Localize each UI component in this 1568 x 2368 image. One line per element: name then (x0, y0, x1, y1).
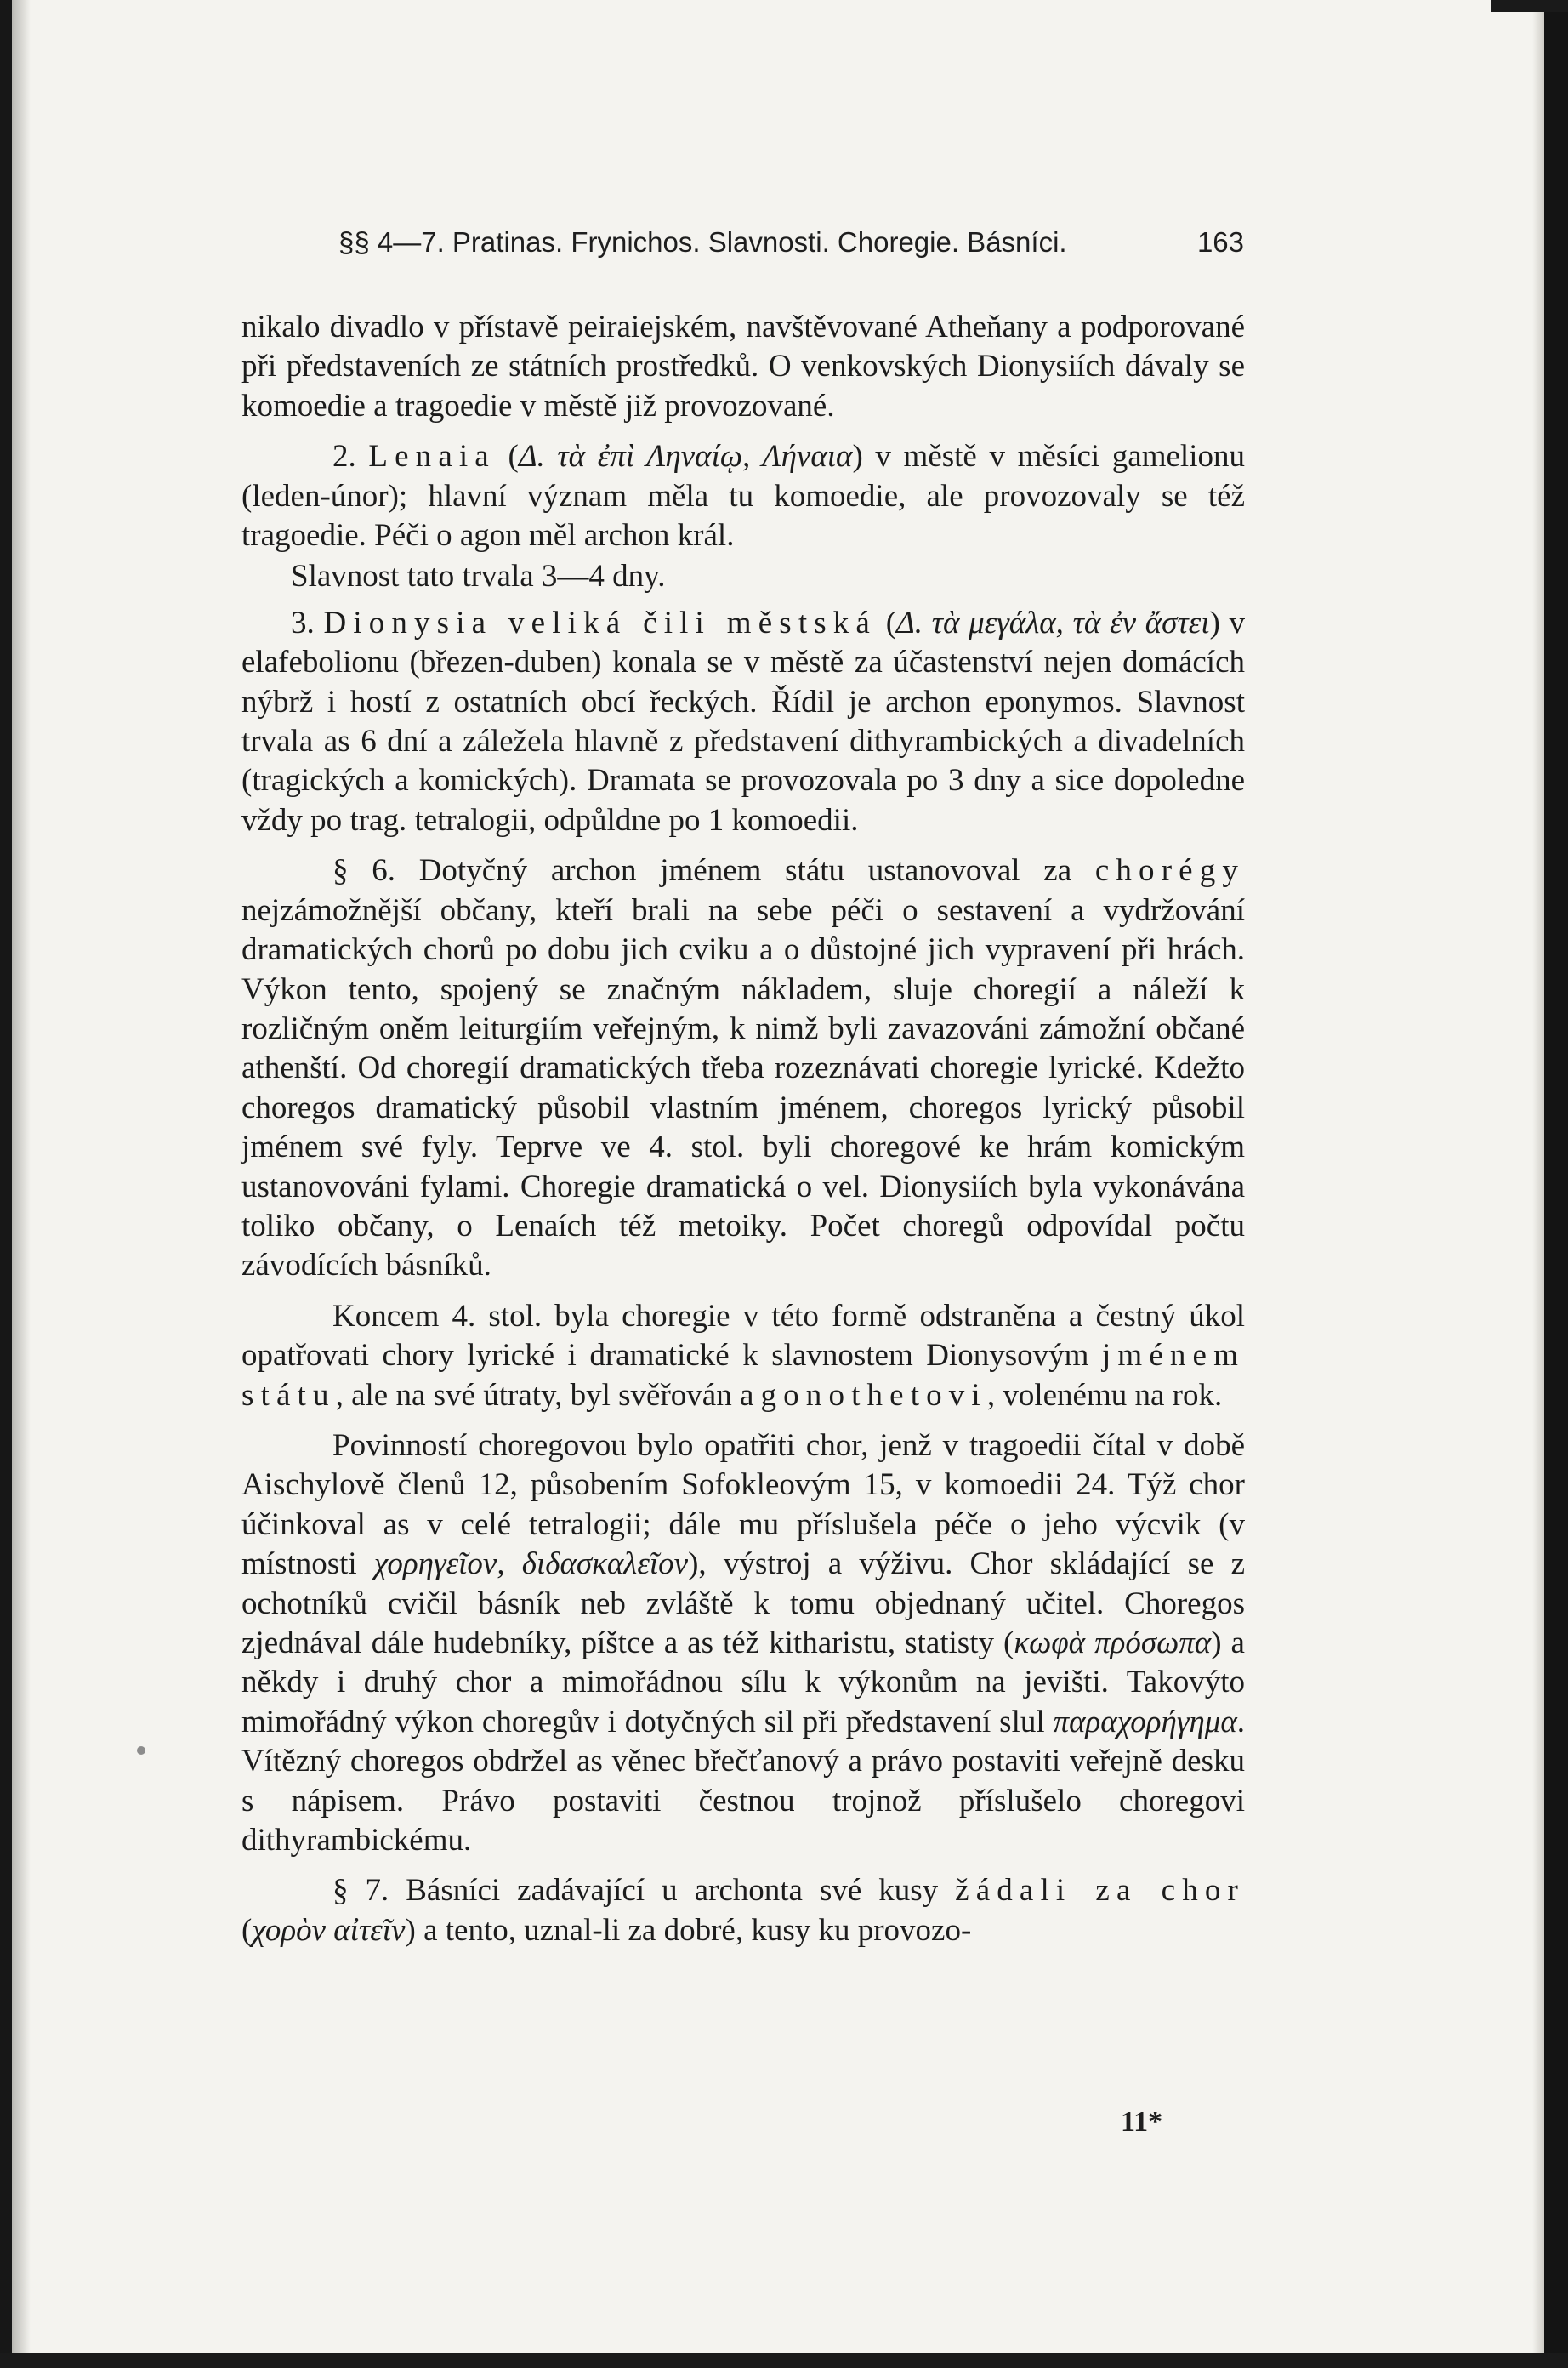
paragraph-dionysia: 3. Dionysia veliká čili městská (Δ. τὰ μεγάλα, τὰ ἐν ἄστει) v elafebolionu (březen-duben) konala se v městě za účastenství nejen domácích nýbrž i hostí z ostatních obcí řeckých. Řídil je archon eponymos. Slavnost trvala as 6 dní a záležela hlavně z představení dithyrambických a divadelních (tragických a komických). Dramata se provozovala po 3 dny a sice dopoledne vždy po trag. tetralogii, odpůldne po 1 komoedii. (241, 605, 1246, 838)
paragraph-section-6: § 6. Dotyčný archon jménem státu ustanovoval za chorégy nejzámožnější občany, kteří brali na sebe péči o sestavení a vydržování dramatických chorů po dobu jich cviku a o důstojné jich vypravení při hrách. Výkon tento, spojený se značným nákladem, sluje choregií a náleží k rozličným oněm leiturgiím veřejným, k nimž byli zavazováni zámožní občané athenští. Od choregií dramatických třeba rozeznávati choregie lyrické. Kdežto choregos dramatický působil vlastním jménem, choregos lyrický působil jménem své fyly. Teprve ve 4. stol. byli choregové ke hrám komickým ustanovováni fylami. Choregie dramatická o vel. Dionysiích byla vykonávána toliko občany, o Lenaích též metoiky. Počet choregů odpovídal počtu závodících básníků. (241, 853, 1246, 1284)
scan-border-top-corner (1491, 0, 1568, 12)
page-gutter-shadow (12, 0, 31, 2368)
paragraph-choregos-duties: Povinností choregovou bylo opatřiti chor, jenž v tragoedii čítal v době Aischylově členů 12, působením Sofokleovým 15, v komoedii 24. Týž chor účinkoval as v celé tetralogii; dále mu příslušela péče o jeho výcvik (v místnosti χορηγεῖον, διδασκαλεῖον), výstroj a výživu. Chor skládající se z ochotníků cvičil básník neb zvláště k tomu objednaný učitel. Choregos zjednával dále hudebníky, píštce a as též kitharistu, statisty (κωφὰ πρόσωπα) a někdy i druhý chor a mimořádnou sílu k výkonům na jevišti. Takovýto mimořádný výkon choregův i dotyčných sil při představení slul παραχορήγημα. Vítězný choregos obdržel as věnec břečťanový a právo postaviti veřejně desku s nápisem. Právo postaviti čestnou trojnož příslušelo choregovi dithyrambickému. (241, 1427, 1246, 1859)
greek-phrase: χορὸν αἰτεῖν (252, 1912, 406, 1948)
greek-phrase: παραχορήγημα (1053, 1704, 1237, 1739)
running-head-title: §§ 4—7. Pratinas. Frynichos. Slavnosti. Choregie. Básníci. (338, 226, 1067, 258)
body-text (241, 308, 1245, 1961)
spaced-term: chorégy (1094, 853, 1246, 889)
greek-phrase: κωφὰ πρόσωπα (1014, 1625, 1212, 1660)
festival-name-lenaia: Lenaia (368, 439, 496, 475)
item-number: 2. (332, 439, 356, 475)
page-edge-shadow (1532, 0, 1544, 2368)
spaced-term: agonothetovi (739, 1377, 987, 1413)
scan-border-right (1544, 0, 1568, 2368)
scan-border-bottom (0, 2353, 1568, 2368)
paragraph-lenaia-duration: Slavnost tato trvala 3—4 dny. (291, 559, 666, 595)
greek-phrase: χορηγεῖον, διδασκαλεῖον (373, 1546, 689, 1582)
item-number: 3. (291, 605, 315, 640)
paragraph-piraeus: nikalo divadlo v přístavě peiraiejském, navštěvované Atheňany a podporované při představeních ze státních prostředků. O venkovských Dionysiích dávaly se komoedie a tragoedie v městě již provozované. (241, 310, 1245, 424)
scan-border-left (0, 0, 12, 2368)
festival-name-dionysia: Dionysia veliká čili městská (323, 605, 877, 640)
paragraph-lenaia: 2. Lenaia (Δ. τὰ ἐπὶ Ληναίῳ, Λήναια) v městě v měsíci gamelionu (leden-únor); hlavní význam měla tu komoedie, ale provozovaly se též tragoedie. Péči o agon měl archon král. (241, 439, 1245, 554)
spaced-term: žádali za chor (955, 1873, 1245, 1909)
paragraph-agonothetes: Koncem 4. stol. byla choregie v této formě odstraněna a čestný úkol opatřovati chory lyrické i dramatické k slavnostem Dionysovým jménem státu, ale na své útraty, byl svěřován agonothetovi, volenému na rok. (241, 1298, 1246, 1413)
page-number: 163 (1196, 226, 1244, 258)
printer-signature-mark: 11* (1121, 2106, 1163, 2137)
greek-phrase: Δ. τὰ μεγάλα, τὰ ἐν ἄστει (896, 605, 1210, 640)
scan-speck (137, 1746, 145, 1755)
paragraph-section-7: § 7. Básníci zadávající u archonta své kusy žádali za chor (χορὸν αἰτεῖν) a tento, uznal-li za dobré, kusy ku provozo- (241, 1873, 1245, 1948)
spaced-term: jménem státu (241, 1338, 1246, 1413)
greek-phrase: Δ. τὰ ἐπὶ Ληναίῳ, Λήναια (518, 439, 853, 475)
